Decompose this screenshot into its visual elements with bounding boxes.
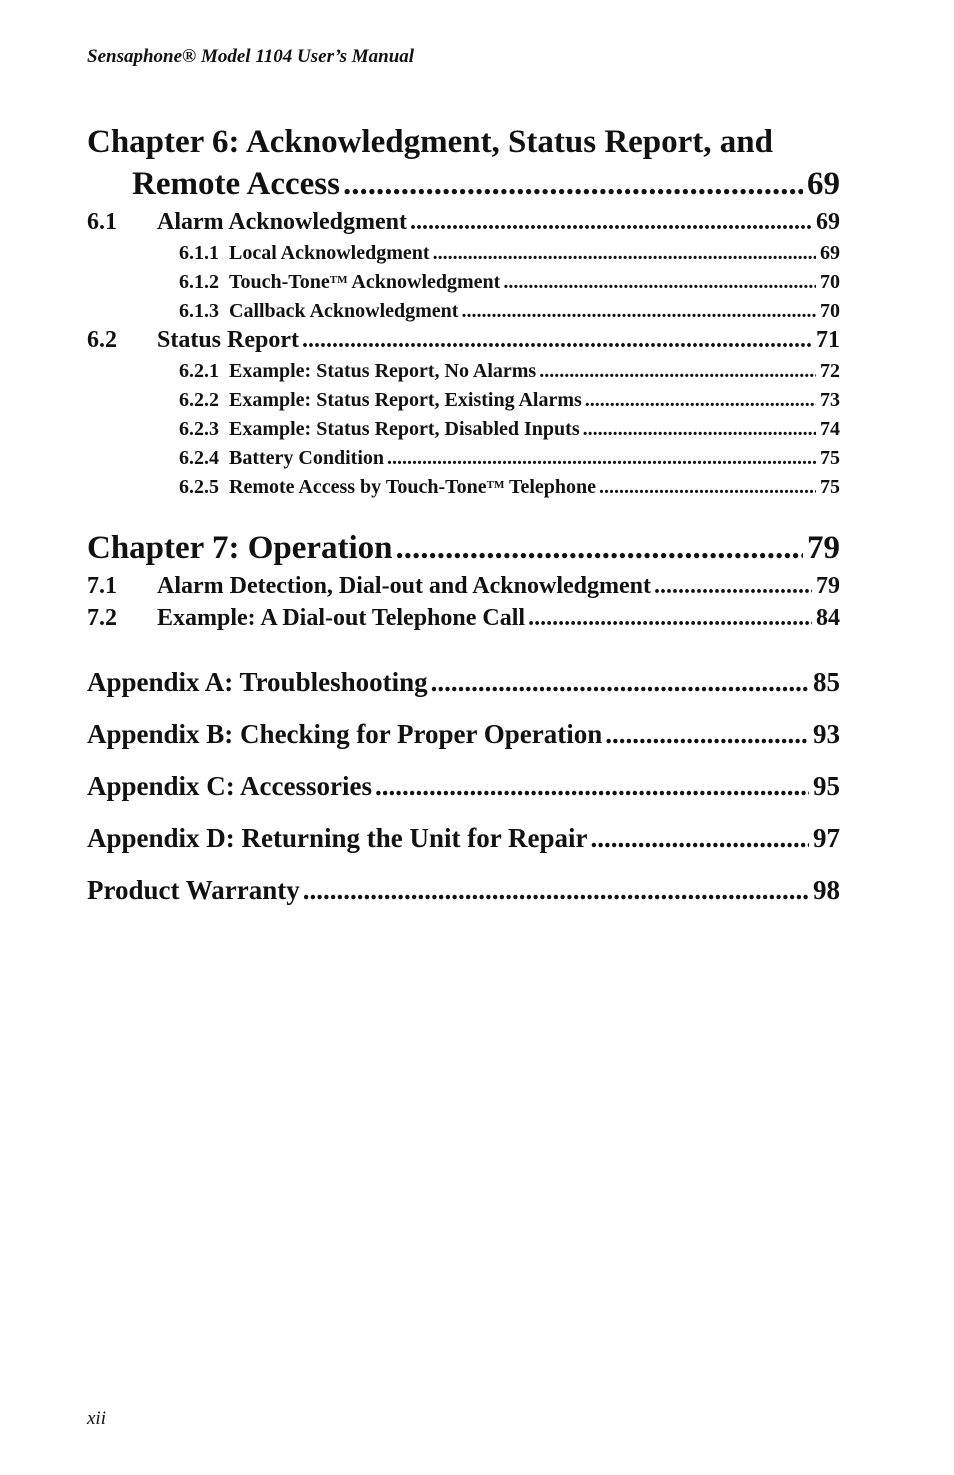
dot-leader — [302, 327, 812, 354]
toc-entry-page: 97 — [813, 823, 840, 853]
toc-section-number: 7.2 — [87, 605, 117, 631]
toc-section-6-1-3[interactable] — [179, 300, 840, 323]
toc-section-number: 6.1.3 — [179, 300, 219, 322]
toc-section-number: 6.2.2 — [179, 389, 219, 411]
toc-section-number: 6.1 — [87, 209, 117, 235]
toc-entry-page: 95 — [813, 771, 840, 801]
toc-entry-title: Appendix C: Accessories — [87, 771, 372, 801]
toc-entry-page: 98 — [813, 875, 840, 905]
toc-section-6-1-2[interactable] — [179, 271, 840, 294]
dot-leader — [343, 166, 803, 203]
toc-entry-page: 85 — [813, 667, 840, 697]
toc-entry-page: 75 — [820, 476, 840, 498]
dot-leader — [387, 447, 816, 470]
toc-title-part: Remote Access by Touch-Tone — [229, 476, 487, 498]
toc-section-number: 6.2.3 — [179, 418, 219, 440]
dot-leader — [503, 271, 816, 294]
dot-leader — [583, 418, 816, 441]
toc-entry-page: 84 — [816, 605, 840, 631]
toc-entry-page: 74 — [820, 418, 840, 440]
toc-appendix-d[interactable] — [87, 823, 840, 854]
toc-appendix-b[interactable] — [87, 719, 840, 750]
toc-entry-page: 79 — [807, 530, 840, 566]
toc-entry-title: Appendix B: Checking for Proper Operation — [87, 719, 603, 749]
toc-entry-page: 71 — [816, 327, 840, 353]
toc-entry-page: 72 — [820, 360, 840, 382]
toc-product-warranty[interactable] — [87, 875, 840, 906]
toc-entry-title: Status Report — [157, 327, 299, 353]
dot-leader — [585, 389, 816, 412]
toc-entry-page: 69 — [807, 166, 840, 202]
toc-entry-title: Example: A Dial-out Telephone Call — [157, 605, 526, 631]
toc-entry-title — [229, 476, 596, 499]
toc-entry-page: 73 — [820, 389, 840, 411]
toc-entry-title: Example: Status Report, Existing Alarms — [229, 389, 582, 411]
toc-section-number: 6.2.5 — [179, 476, 219, 498]
dot-leader — [461, 300, 816, 323]
dot-leader — [410, 209, 812, 236]
toc-entry-title: Example: Status Report, No Alarms — [229, 360, 537, 382]
toc-section-number: 6.2 — [87, 327, 117, 353]
toc-chapter-6-entry[interactable] — [132, 166, 840, 203]
page-number: xii — [87, 1408, 106, 1429]
toc-section-6-2-1[interactable] — [179, 360, 840, 383]
trademark-mark: TM — [486, 479, 505, 491]
toc-section-6-2[interactable] — [87, 327, 840, 354]
dot-leader — [396, 530, 803, 567]
toc-entry-page: 69 — [820, 242, 840, 264]
toc-entry-page: 69 — [816, 209, 840, 235]
toc-entry-title: Local Acknowledgment — [229, 242, 430, 264]
toc-section-number: 6.1.1 — [179, 242, 219, 264]
toc-title-part: Acknowledgment — [347, 271, 501, 293]
toc-chapter-7[interactable] — [87, 530, 840, 567]
toc-entry-title: Chapter 7: Operation — [87, 530, 393, 566]
dot-leader — [375, 771, 809, 802]
dot-leader — [591, 823, 809, 854]
trademark-mark: TM — [329, 274, 348, 286]
dot-leader — [605, 719, 809, 750]
dot-leader — [431, 667, 809, 698]
toc-appendix-a[interactable] — [87, 667, 840, 698]
toc-section-6-1[interactable] — [87, 209, 840, 236]
toc-section-6-2-3[interactable] — [179, 418, 840, 441]
toc-title-part: Touch-Tone — [229, 271, 330, 293]
toc-section-6-2-4[interactable] — [179, 447, 840, 470]
toc-section-7-1[interactable] — [87, 573, 840, 600]
toc-entry-title: Callback Acknowledgment — [229, 300, 459, 322]
dot-leader — [654, 573, 812, 600]
toc-entry-page: 70 — [820, 300, 840, 322]
toc-chapter-6-title[interactable]: Chapter 6: Acknowledgment, Status Report, and — [87, 124, 774, 160]
toc-section-number: 6.2.1 — [179, 360, 219, 382]
toc-section-6-2-2[interactable] — [179, 389, 840, 412]
toc-section-number: 6.1.2 — [179, 271, 219, 293]
toc-section-number: 6.2.4 — [179, 447, 219, 469]
toc-entry-title: Appendix A: Troubleshooting — [87, 667, 428, 697]
dot-leader — [303, 875, 809, 906]
toc-entry-title: Alarm Detection, Dial-out and Acknowledgment — [157, 573, 651, 599]
dot-leader — [433, 242, 816, 265]
toc-entry-title: Product Warranty — [87, 875, 300, 905]
toc-section-number: 7.1 — [87, 573, 117, 599]
toc-entry-page: 93 — [813, 719, 840, 749]
dot-leader — [528, 605, 812, 632]
toc-entry-title: Appendix D: Returning the Unit for Repair — [87, 823, 588, 853]
toc-entry-title: Example: Status Report, Disabled Inputs — [229, 418, 580, 440]
toc-entry-title: Battery Condition — [229, 447, 384, 469]
toc-entry-page: 79 — [816, 573, 840, 599]
toc-section-7-2[interactable] — [87, 605, 840, 632]
dot-leader — [539, 360, 816, 383]
toc-section-6-1-1[interactable] — [179, 242, 840, 265]
toc-entry-title — [229, 271, 500, 294]
toc-appendix-c[interactable] — [87, 771, 840, 802]
running-header: Sensaphone® Model 1104 User’s Manual — [87, 46, 415, 67]
toc-section-6-2-5[interactable] — [179, 476, 840, 499]
toc-entry-page: 75 — [820, 447, 840, 469]
toc-entry-page: 70 — [820, 271, 840, 293]
toc-entry-title: Remote Access — [132, 166, 340, 202]
toc-title-part: Telephone — [504, 476, 597, 498]
dot-leader — [599, 476, 816, 499]
toc-entry-title: Alarm Acknowledgment — [157, 209, 407, 235]
